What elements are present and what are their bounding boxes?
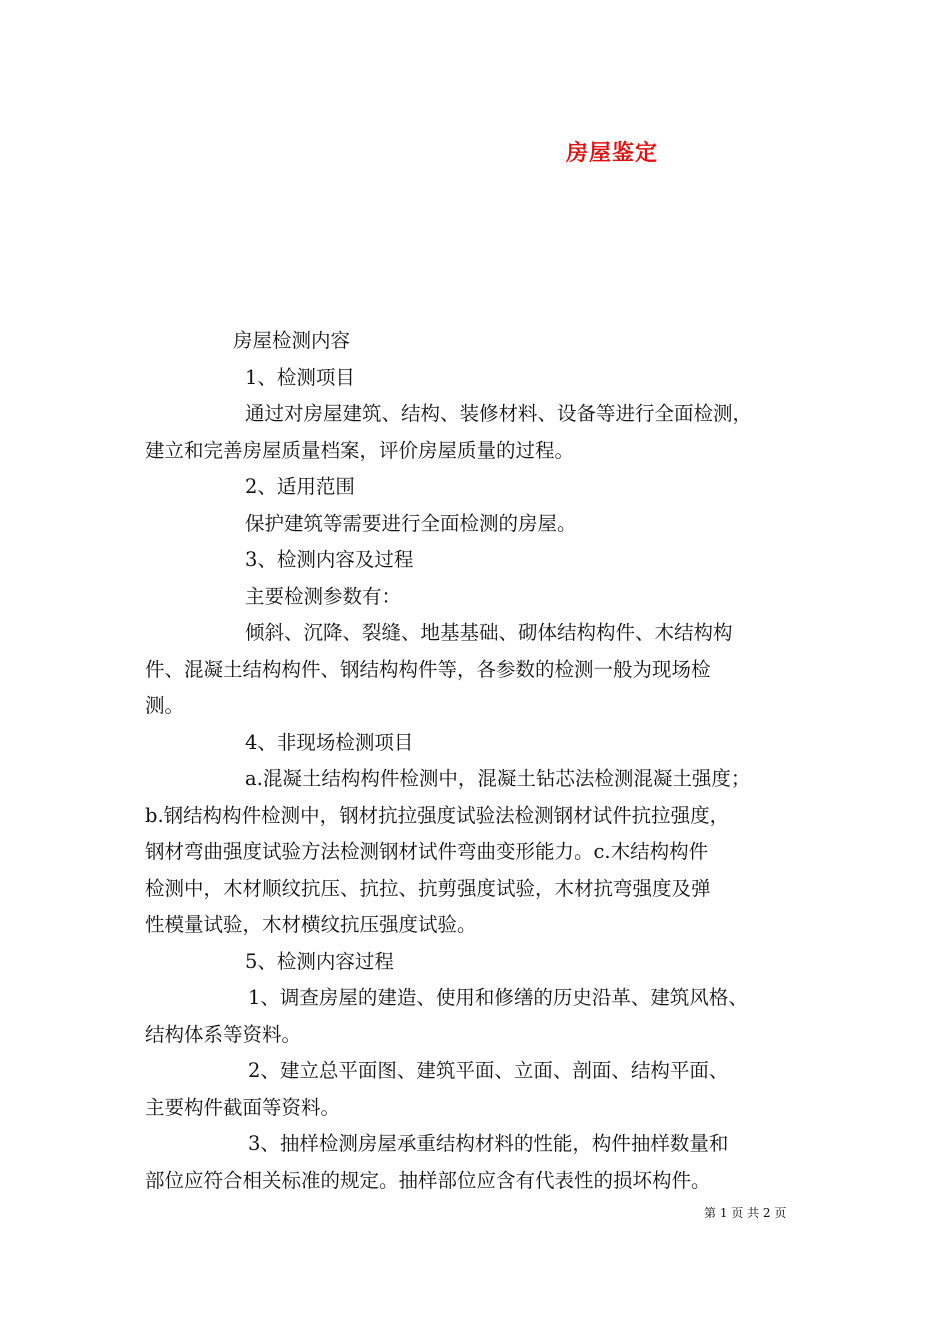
paragraph-line: 部位应符合相关标准的规定。抽样部位应含有代表性的损坏构件。 [145,1168,711,1192]
paragraph-line: 3、抽样检测房屋承重结构材料的性能，构件抽样数量和 [248,1132,729,1155]
paragraph-line: 钢材弯曲强度试验方法检测钢材试件弯曲变形能力。c.木结构构件 [145,840,709,863]
paragraph-line: 性模量试验，木材横纹抗压强度试验。 [145,913,477,936]
paragraph-line: 倾斜、沉降、裂缝、地基基础、砌体结构构件、木结构构 [245,621,733,644]
paragraph-line: 2、建立总平面图、建筑平面、立面、剖面、结构平面、 [248,1059,729,1082]
paragraph-line: 保护建筑等需要进行全面检测的房屋。 [245,511,577,535]
paragraph-line: 主要检测参数有： [245,584,402,608]
paragraph-line: 测。 [145,694,185,717]
paragraph-line: 建立和完善房屋质量档案，评价房屋质量的过程。 [145,438,575,462]
section-heading: 房屋检测内容 [233,329,351,352]
paragraph-line: 件、混凝土结构构件、钢结构构件等，各参数的检测一般为现场检 [145,657,711,681]
item-heading: 1、检测项目 [245,365,355,389]
document-body [145,323,835,1199]
page-number-footer: 第 1 页 共 2 页 [704,1206,787,1220]
paragraph-line: 结构体系等资料。 [145,1022,302,1046]
item-heading: 3、检测内容及过程 [245,548,414,571]
item-heading: 2、适用范围 [245,475,355,498]
item-heading: 5、检测内容过程 [245,949,394,973]
paragraph-line: 检测中，木材顺纹抗压、抗拉、抗剪强度试验，木材抗弯强度及弹 [145,876,711,900]
paragraph-line: 通过对房屋建筑、结构、装修材料、设备等进行全面检测， [245,402,753,425]
paragraph-line: 主要构件截面等资料。 [145,1095,341,1119]
paragraph-line: 1、调查房屋的建造、使用和修缮的历史沿革、建筑风格、 [248,986,748,1009]
paragraph-line: a.混凝土结构构件检测中，混凝土钻芯法检测混凝土强度； [245,767,751,790]
item-heading: 4、非现场检测项目 [245,730,414,754]
document-title: 房屋鉴定 [566,140,659,166]
paragraph-line: b.钢结构构件检测中，钢材抗拉强度试验法检测钢材试件抗拉强度， [145,803,730,827]
